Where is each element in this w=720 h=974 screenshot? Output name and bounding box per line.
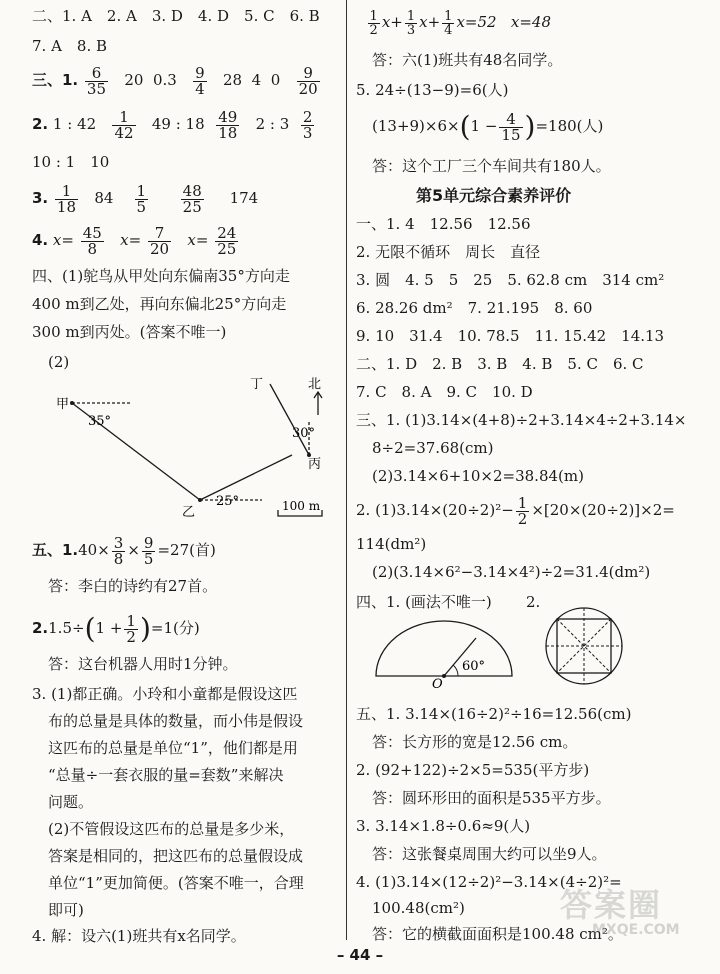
answer-line: 答：这台机器人用时1分钟。 [48,655,238,673]
answer-line: 即可) [48,901,84,919]
answer-line: 3. $\frac{1}{18}$ 84 $\frac{1}{5}$ $\frac{48}{25}$ 174 [32,181,259,216]
answer-line: 2. (1)3.14×(20÷2)²− $\frac{1}{2}$ ×[20×(20÷2)]×2= [356,493,675,528]
answer-line: 这匹布的总量是单位“1”，他们都是用 [48,739,298,757]
page-number: – 44 – [336,946,384,964]
map-angle-25: 25° [216,494,240,509]
answer-line: (2)3.14×6+10×2=38.84(m) [372,467,584,485]
answer-line: 二、1. D 2. B 3. B 4. B 5. C 6. C [356,355,644,373]
map-angle-35: 35° [88,414,112,429]
answer-line: 3. 圆 4. 5 5 25 5. 62.8 cm 314 cm² [356,271,665,289]
answer-line: 3. 3.14×1.8÷0.6≈9(人) [356,817,531,835]
answer-line: (13+9)×6×(1 − $\frac{4}{15}$ )=180(人) [372,109,604,144]
semicircle-center-label: O [432,677,443,688]
map-label-ding: 丁 [250,377,264,392]
answer-line: 10 : 1 10 [32,153,110,171]
answer-line: 2.1.5÷(1 + $\frac{1}{2}$ )=1(分) [32,611,200,646]
circle-square-figure [542,604,626,688]
answer-line: 答：圆环形田的面积是535平方步。 [372,789,611,807]
map-north-label: 北 [308,377,322,392]
answer-line: 6. 28.26 dm² 7. 21.195 8. 60 [356,299,593,317]
answer-line: (2)(3.14×6²−3.14×4²)÷2=31.4(dm²) [372,563,651,581]
answer-line: 二、1. A 2. A 3. D 4. D 5. C 6. B [32,7,320,25]
answer-line: 7. C 8. A 9. C 10. D [356,383,533,401]
watermark-url: MXQE.COM [592,922,680,938]
answer-line: 答：六(1)班共有48名同学。 [372,51,563,69]
answer-line: 300 m到丙处。(答案不唯一) [32,323,227,341]
answer-line: 400 m到乙处，再向东偏北25°方向走 [32,295,287,313]
section-title: 第5单元综合素养评价 [416,186,572,205]
answer-line: 五、1.40× $\frac{3}{8}$ × $\frac{9}{5}$ =27(首) [32,533,216,568]
route-map-diagram [32,370,342,530]
answer-line: 答：这张餐桌周围大约可以坐9人。 [372,845,607,863]
answer-line: 问题。 [48,793,94,811]
answer-line: 114(dm²) [356,535,427,553]
answer-line: 3. (1)都正确。小玲和小童都是假设这匹 [32,685,298,703]
answer-line: 答：这个工厂三个车间共有180人。 [372,157,611,175]
answer-line: 三、1. (1)3.14×(4+8)÷2+3.14×4÷2+3.14× [356,411,687,429]
column-divider [346,0,347,940]
answer-line: 布的总量是具体的数量，而小伟是假设 [48,712,304,730]
answer-line: 2. [526,593,541,611]
answer-line: 7. A 8. B [32,37,108,55]
answer-line: 2. 无限不循环 周长 直径 [356,243,541,261]
answer-line: (2) [48,353,70,371]
answer-line: 4. x= $\frac{45}{8}$ x= $\frac{7}{20}$ x= $\frac{24}{25}$ [32,223,237,258]
answer-line: “总量÷一套衣服的量=套数”来解决 [48,766,284,784]
map-label-yi: 乙 [182,505,196,520]
answer-line: 四、1. (画法不唯一) [356,593,492,611]
answer-line: (2)不管假设这匹布的总量是多少米， [48,820,295,838]
answer-line: 三、1. $\frac{6}{35}$ 20 0.3 $\frac{9}{4}$ 28 4 0 $\frac{9}{20}$ [32,63,318,98]
answer-line: 8÷2=37.68(cm) [372,439,494,457]
answer-line: 100.48(cm²) [372,899,465,917]
answer-line: 2. 1 : 42 $\frac{1}{42}$ 49 : 18 $\frac{49}{18}$ 2 : 3 $\frac{2}{3}$ [32,107,313,142]
map-label-jia: 甲 [56,397,70,412]
answer-line: $\frac{1}{2}$ x+ $\frac{1}{3}$ x+ $\frac{1}{4}$ x=52 x=48 [369,8,552,38]
answer-line: 答：李白的诗约有27首。 [48,577,218,595]
answer-line: 答案是相同的，把这匹布的总量假设成 [48,847,304,865]
semicircle-figure [374,618,514,688]
answer-line: 四、(1)鸵鸟从甲处向东偏南35°方向走 [32,267,290,285]
watermark-logo: 答案圈 [560,886,663,924]
answer-line: 五、1. 3.14×(16÷2)²÷16=12.56(cm) [356,705,632,723]
answer-line: 单位“1”更加简便。(答案不唯一，合理 [48,874,304,892]
answer-line: 9. 10 31.4 10. 78.5 11. 15.42 14.13 [356,327,665,345]
answer-line: 4. (1)3.14×(12÷2)²−3.14×(4÷2)²= [356,873,622,891]
answer-line: 2. (92+122)÷2×5=535(平方步) [356,761,590,779]
answer-line: 答：它的横截面面积是100.48 cm²。 [372,925,623,943]
answer-line: 5. 24÷(13−9)=6(人) [356,81,509,99]
map-angle-30: 30° [292,426,316,441]
answer-line: 答：长方形的宽是12.56 cm。 [372,733,578,751]
answer-line: 4. 解：设六(1)班共有x名同学。 [32,927,246,945]
map-label-bing: 丙 [308,457,322,472]
map-scale-label: 100 m [282,499,321,513]
semicircle-angle-label: 60° [462,659,486,674]
answer-line: 一、1. 4 12.56 12.56 [356,215,531,233]
